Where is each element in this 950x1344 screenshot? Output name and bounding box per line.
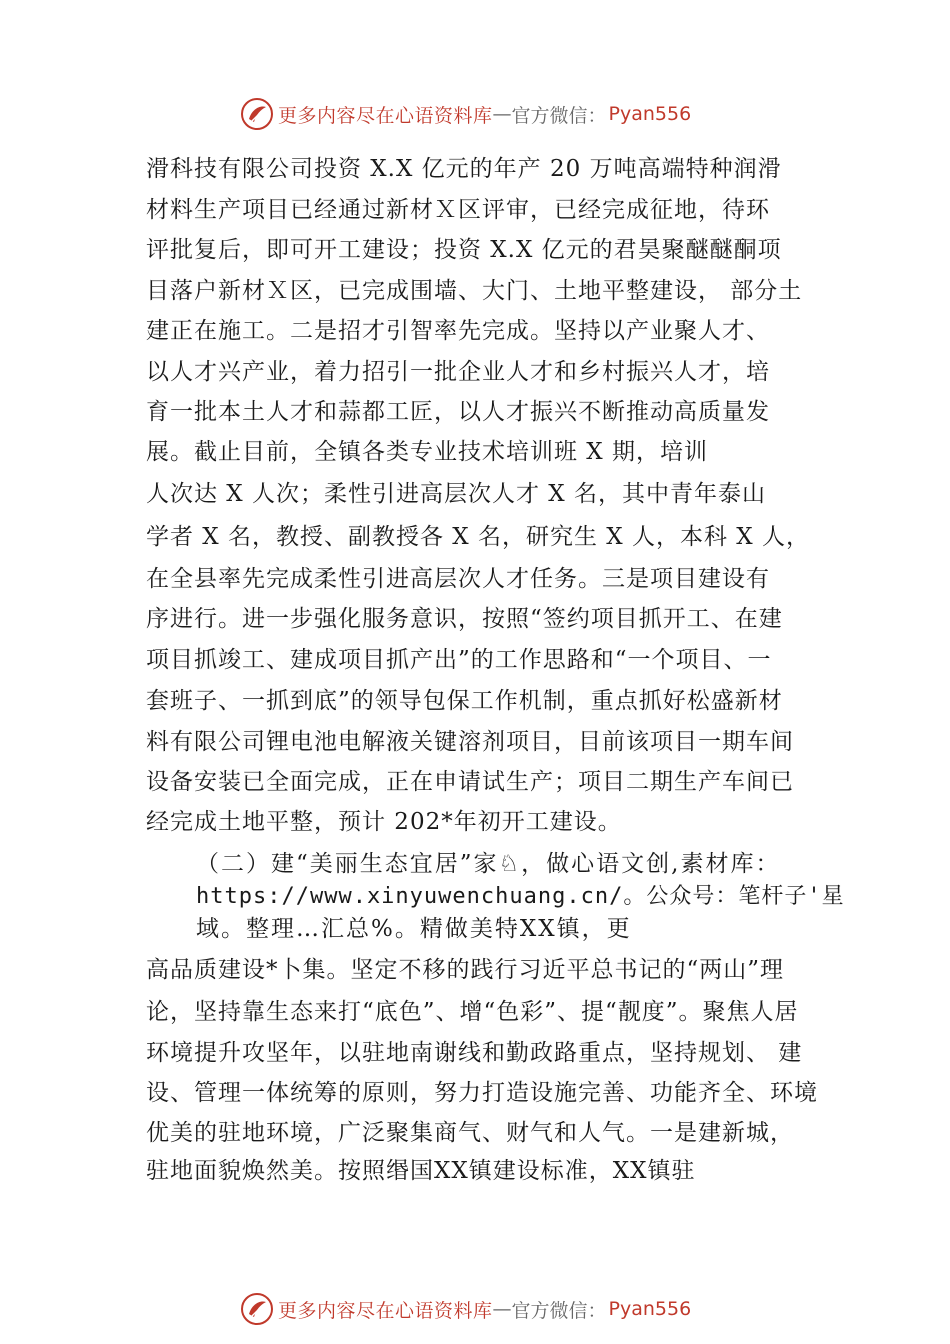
body-line: 展。截止目前，全镇各类专业技术培训班 X 期，培训: [146, 439, 708, 465]
body-line: 序进行。进一步强化服务意识，按照“签约项目抓开工、在建: [146, 606, 783, 632]
watermark-brand: 更多内容尽在心语资料库: [278, 1299, 493, 1322]
watermark-header: [240, 94, 691, 134]
section-heading-line: （二）建“美丽生态宜居”家♘，做心语文创,素材库：: [196, 851, 781, 877]
body-line: 优美的驻地环境，广泛聚集商气、财气和人气。一是建新城，: [146, 1120, 794, 1146]
body-line: 论，坚持靠生态来打“底色”、增“色彩”、提“靓度”。聚焦人居: [146, 999, 799, 1025]
body-line: 材料生产项目已经通过新材Ｘ区评审，已经完成征地，待环: [146, 197, 770, 223]
watermark-separator: —: [492, 103, 512, 125]
body-line: 设备安装已全面完成，正在申请试生产；项目二期生产车间已: [146, 769, 794, 795]
body-line: 目落户新材Ｘ区，已完成围墙、大门、土地平整建设， 部分土: [146, 278, 803, 304]
body-line: 环境提升攻坚年，以驻地南谢线和勤政路重点，坚持规划、 建: [146, 1040, 803, 1066]
body-line: 育一批本土人才和蒜都工匠，以人才振兴不断推动高质量发: [146, 399, 770, 425]
body-line: 套班子、一抓到底”的领导包保工作机制，重点抓好松盛新材: [146, 688, 783, 714]
body-line: 料有限公司锂电池电解液关键溶剂项目，目前该项目一期车间: [146, 729, 794, 755]
watermark-footer: [240, 1289, 691, 1329]
brand-logo-icon: [240, 1292, 274, 1326]
body-line: 高品质建设*卜集。坚定不移的践行习近平总书记的“两山”理: [146, 957, 785, 983]
body-line: 评批复后，即可开工建设；投资 X.X 亿元的君昊聚醚醚酮项: [146, 237, 782, 263]
section-url-line: https://www.xinyuwenchuang.cn/。公众号：笔杆子'星: [196, 884, 845, 909]
watermark-id: Pyan556: [608, 103, 692, 125]
body-line: 人次达 X 人次；柔性引进高层次人才 X 名，其中青年泰山: [146, 481, 766, 507]
body-line: 学者 X 名，教授、副教授各 X 名，研究生 X 人，本科 X 人，: [146, 524, 810, 550]
body-line: 以人才兴产业，着力招引一批企业人才和乡村振兴人才，培: [146, 359, 770, 385]
brand-logo-icon: [240, 97, 274, 131]
section-heading-line: 域。整理…汇总%。精做美特XX镇，更: [196, 916, 632, 942]
body-line: 设、管理一体统筹的原则，努力打造设施完善、功能齐全、环境: [146, 1080, 818, 1106]
watermark-brand: 更多内容尽在心语资料库: [278, 104, 493, 127]
watermark-label: 官方微信：: [511, 104, 607, 127]
body-line: 建正在施工。二是招才引智率先完成。坚持以产业聚人才、: [146, 318, 770, 344]
body-line: 驻地面貌焕然美。按照缗国XX镇建设标准，XX镇驻: [146, 1158, 696, 1184]
body-line: 项目抓竣工、建成项目抓产出”的工作思路和“一个项目、一: [146, 647, 772, 673]
watermark-id: Pyan556: [608, 1298, 692, 1320]
watermark-label: 官方微信：: [511, 1299, 607, 1322]
body-line: 经完成土地平整，预计 202*年初开工建设。: [146, 809, 622, 835]
body-line: 在全县率先完成柔性引进高层次人才任务。三是项目建设有: [146, 566, 770, 592]
watermark-separator: —: [492, 1298, 512, 1320]
body-line: 滑科技有限公司投资 X.X 亿元的年产 20 万吨高端特种润滑: [146, 156, 782, 182]
